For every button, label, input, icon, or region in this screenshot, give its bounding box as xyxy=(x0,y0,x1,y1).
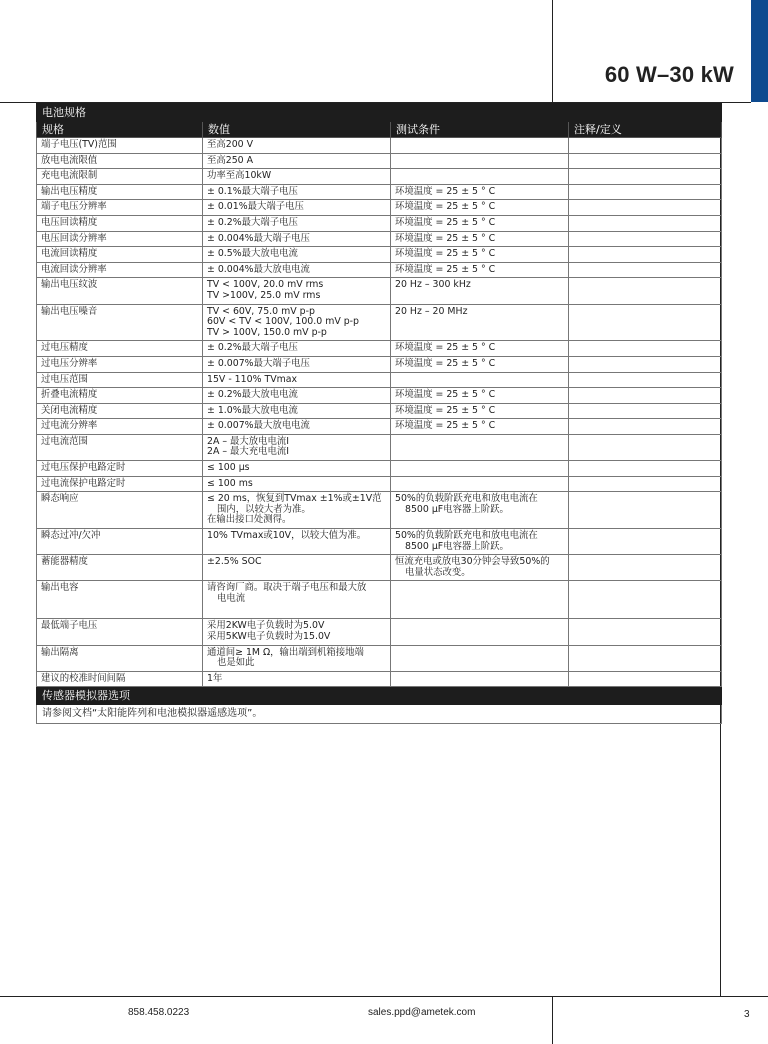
spec-name-cell: 输出电压纹波 xyxy=(37,278,203,304)
spec-notes-cell xyxy=(569,372,722,388)
spec-value-cell xyxy=(203,555,391,581)
spec-notes-cell xyxy=(569,356,722,372)
spec-row xyxy=(37,247,722,263)
cell-line: 环境温度 = 25 ± 5 ° C xyxy=(395,263,496,275)
spec-value-cell xyxy=(203,153,391,169)
spec-value-cell xyxy=(203,169,391,185)
spec-name-cell: 端子电压分辨率 xyxy=(37,200,203,216)
column-header-spec: 规格 xyxy=(37,122,203,138)
cell-line: 围内，以较大者为准。 xyxy=(217,503,311,515)
spec-condition-cell xyxy=(391,388,569,404)
cell-line: TV >100V, 25.0 mV rms xyxy=(207,289,321,301)
spec-value-cell xyxy=(203,138,391,154)
spec-notes-cell xyxy=(569,619,722,645)
cell-line: 环境温度 = 25 ± 5 ° C xyxy=(395,420,496,432)
spec-name-cell: 最低端子电压 xyxy=(37,619,203,645)
spec-row xyxy=(37,372,722,388)
cell-line: 环境温度 = 25 ± 5 ° C xyxy=(395,185,496,197)
cell-line: 2A – 最大放电电流I xyxy=(207,435,290,447)
column-header-condition: 测试条件 xyxy=(391,122,569,138)
cell-line: ≤ 100 µs xyxy=(207,462,250,474)
spec-condition-cell xyxy=(391,529,569,555)
spec-row xyxy=(37,153,722,169)
cell-line: ≤ 20 ms，恢复到TVmax ±1%或±1V范 xyxy=(207,493,382,505)
spec-value-cell xyxy=(203,434,391,460)
spec-value-cell xyxy=(203,529,391,555)
cell-line: ± 0.007%最大端子电压 xyxy=(207,357,310,369)
spec-notes-cell xyxy=(569,388,722,404)
spec-condition-cell xyxy=(391,461,569,477)
frame-footer-vline xyxy=(552,996,553,1044)
cell-line: 至高250 A xyxy=(207,154,254,166)
spec-row xyxy=(37,200,722,216)
spec-condition-cell xyxy=(391,184,569,200)
spec-name-cell: 蓄能器精度 xyxy=(37,555,203,581)
spec-value-cell xyxy=(203,388,391,404)
column-header-row xyxy=(37,122,722,138)
cell-line: 50%的负载阶跃充电和放电电流在 xyxy=(395,493,538,505)
spec-name-cell: 过电压保护电路定时 xyxy=(37,461,203,477)
cell-line: 电电流 xyxy=(217,593,246,604)
spec-notes-cell xyxy=(569,461,722,477)
spec-row xyxy=(37,619,722,645)
spec-notes-cell xyxy=(569,278,722,304)
spec-row xyxy=(37,529,722,555)
spec-name-cell: 输出电压精度 xyxy=(37,184,203,200)
cell-line: 通道间≥ 1M Ω，输出端到机箱接地端 xyxy=(207,646,364,658)
spec-name-cell: 折叠电流精度 xyxy=(37,388,203,404)
spec-notes-cell xyxy=(569,200,722,216)
spec-value-cell xyxy=(203,619,391,645)
spec-value-cell xyxy=(203,262,391,278)
battery-section-header xyxy=(37,104,722,122)
spec-notes-cell xyxy=(569,262,722,278)
cell-line: TV > 100V, 150.0 mV p-p xyxy=(207,326,327,338)
spec-value-cell xyxy=(203,341,391,357)
spec-condition-cell xyxy=(391,476,569,492)
spec-condition-cell xyxy=(391,304,569,341)
spec-row xyxy=(37,278,722,304)
spec-value-cell xyxy=(203,645,391,671)
spec-notes-cell xyxy=(569,184,722,200)
cell-line: 环境温度 = 25 ± 5 ° C xyxy=(395,232,496,244)
spec-name-cell: 端子电压(TV)范围 xyxy=(37,138,203,154)
brand-accent-bar xyxy=(751,0,768,102)
spec-row xyxy=(37,215,722,231)
spec-row xyxy=(37,461,722,477)
spec-value-cell xyxy=(203,581,391,619)
spec-row xyxy=(37,138,722,154)
footer-phone: 858.458.0223 xyxy=(128,1007,190,1018)
spec-condition-cell xyxy=(391,200,569,216)
spec-notes-cell xyxy=(569,403,722,419)
cell-line: ± 0.1%最大端子电压 xyxy=(207,185,298,197)
spec-value-cell xyxy=(203,403,391,419)
spec-name-cell: 电压回读分辨率 xyxy=(37,231,203,247)
cell-line: 50%的负载阶跃充电和放电电流在 xyxy=(395,530,538,542)
cell-line: 采用2KW电子负载时为5.0V xyxy=(207,620,325,632)
cell-line: ± 1.0%最大放电电流 xyxy=(207,404,298,416)
spec-value-cell xyxy=(203,200,391,216)
cell-line: 环境温度 = 25 ± 5 ° C xyxy=(395,342,496,354)
spec-row xyxy=(37,356,722,372)
cell-line: ± 0.5%最大放电电流 xyxy=(207,248,298,260)
spec-condition-cell xyxy=(391,372,569,388)
spec-value-cell xyxy=(203,184,391,200)
spec-row xyxy=(37,645,722,671)
cell-line: 60V < TV < 100V, 100.0 mV p-p xyxy=(207,316,360,328)
spec-row xyxy=(37,671,722,687)
cell-line: 10% TVmax或10V，以较大值为准。 xyxy=(207,530,367,542)
battery-section-title: 电池规格 xyxy=(37,104,722,122)
cell-line: 采用5KW电子负载时为15.0V xyxy=(207,631,331,642)
spec-condition-cell xyxy=(391,231,569,247)
spec-name-cell: 输出电压噪音 xyxy=(37,304,203,341)
spec-notes-cell xyxy=(569,529,722,555)
sensor-note-row xyxy=(37,705,722,724)
spec-condition-cell xyxy=(391,434,569,460)
frame-top-vline xyxy=(552,0,553,102)
cell-line: ± 0.007%最大放电电流 xyxy=(207,420,310,432)
spec-row xyxy=(37,403,722,419)
spec-condition-cell xyxy=(391,169,569,185)
cell-line: 请咨询厂商。取决于端子电压和最大放 xyxy=(207,582,367,594)
spec-value-cell xyxy=(203,304,391,341)
spec-value-cell xyxy=(203,231,391,247)
cell-line: TV < 100V, 20.0 mV rms xyxy=(207,279,324,291)
spec-name-cell: 输出隔离 xyxy=(37,645,203,671)
spec-value-cell xyxy=(203,476,391,492)
spec-value-cell xyxy=(203,419,391,435)
spec-condition-cell xyxy=(391,671,569,687)
cell-line: 至高200 V xyxy=(207,139,254,150)
cell-line: ± 0.004%最大放电电流 xyxy=(207,263,310,275)
spec-condition-cell xyxy=(391,341,569,357)
cell-line: 环境温度 = 25 ± 5 ° C xyxy=(395,201,496,213)
spec-condition-cell xyxy=(391,278,569,304)
spec-table-body xyxy=(37,104,722,687)
spec-name-cell: 关闭电流精度 xyxy=(37,403,203,419)
spec-name-cell: 充电电流限制 xyxy=(37,169,203,185)
spec-value-cell xyxy=(203,356,391,372)
cell-line: 1年 xyxy=(207,672,223,684)
spec-notes-cell xyxy=(569,169,722,185)
cell-line: ≤ 100 ms xyxy=(207,477,253,489)
spec-name-cell: 瞬态响应 xyxy=(37,492,203,529)
spec-row xyxy=(37,555,722,581)
cell-line: ± 0.2%最大端子电压 xyxy=(207,342,298,354)
spec-notes-cell xyxy=(569,492,722,529)
spec-value-cell xyxy=(203,372,391,388)
cell-line: TV < 60V, 75.0 mV p-p xyxy=(207,305,315,317)
spec-value-cell xyxy=(203,215,391,231)
spec-notes-cell xyxy=(569,341,722,357)
spec-condition-cell xyxy=(391,215,569,231)
spec-name-cell: 过电压范围 xyxy=(37,372,203,388)
spec-value-cell xyxy=(203,461,391,477)
spec-condition-cell xyxy=(391,356,569,372)
cell-line: 环境温度 = 25 ± 5 ° C xyxy=(395,389,496,401)
column-header-notes: 注释/定义 xyxy=(569,122,722,138)
cell-line: 环境温度 = 25 ± 5 ° C xyxy=(395,216,496,228)
spec-value-cell xyxy=(203,247,391,263)
spec-notes-cell xyxy=(569,671,722,687)
spec-name-cell: 建议的校准时间间隔 xyxy=(37,671,203,687)
spec-row xyxy=(37,419,722,435)
cell-line: ± 0.01%最大端子电压 xyxy=(207,201,304,213)
cell-line: ± 0.2%最大端子电压 xyxy=(207,216,298,228)
spec-notes-cell xyxy=(569,153,722,169)
spec-notes-cell xyxy=(569,215,722,231)
spec-row xyxy=(37,581,722,619)
spec-row xyxy=(37,184,722,200)
column-header-value: 数值 xyxy=(203,122,391,138)
cell-line: 在输出接口处测得。 xyxy=(207,514,292,526)
spec-condition-cell xyxy=(391,619,569,645)
spec-value-cell xyxy=(203,492,391,529)
cell-line: ± 0.2%最大放电电流 xyxy=(207,389,298,401)
spec-value-cell xyxy=(203,671,391,687)
spec-name-cell: 电流回读精度 xyxy=(37,247,203,263)
cell-line: 20 Hz – 20 MHz xyxy=(395,305,468,317)
spec-row xyxy=(37,262,722,278)
spec-notes-cell xyxy=(569,434,722,460)
sensor-section-header xyxy=(37,687,722,705)
spec-condition-cell xyxy=(391,138,569,154)
spec-row xyxy=(37,231,722,247)
spec-value-cell xyxy=(203,278,391,304)
spec-condition-cell xyxy=(391,555,569,581)
spec-condition-cell xyxy=(391,247,569,263)
spec-name-cell: 过电压分辨率 xyxy=(37,356,203,372)
battery-spec-table xyxy=(36,103,722,724)
cell-line: 20 Hz – 300 kHz xyxy=(395,279,471,291)
page-number: 3 xyxy=(744,1009,750,1020)
sensor-note: 请参阅文档“太阳能阵列和电池模拟器遥感选项”。 xyxy=(37,705,722,724)
spec-row xyxy=(37,476,722,492)
cell-line: 也是如此 xyxy=(217,657,255,669)
spec-name-cell: 电流回读分辨率 xyxy=(37,262,203,278)
cell-line: 8500 µF电容器上阶跃。 xyxy=(405,540,509,552)
spec-condition-cell xyxy=(391,492,569,529)
spec-name-cell: 放电电流限值 xyxy=(37,153,203,169)
spec-name-cell: 瞬态过冲/欠冲 xyxy=(37,529,203,555)
spec-condition-cell xyxy=(391,419,569,435)
spec-row xyxy=(37,434,722,460)
spec-condition-cell xyxy=(391,581,569,619)
product-title: 60 W–30 kW xyxy=(604,62,734,87)
spec-notes-cell xyxy=(569,476,722,492)
spec-name-cell: 过电流保护电路定时 xyxy=(37,476,203,492)
footer-email[interactable]: sales.ppd@ametek.com xyxy=(368,1007,476,1018)
spec-row xyxy=(37,388,722,404)
spec-condition-cell xyxy=(391,153,569,169)
sensor-section xyxy=(37,687,722,724)
cell-line: 环境温度 = 25 ± 5 ° C xyxy=(395,248,496,260)
spec-row xyxy=(37,304,722,341)
frame-footer-rule xyxy=(0,996,768,997)
spec-name-cell: 过电压精度 xyxy=(37,341,203,357)
cell-line: ± 0.004%最大端子电压 xyxy=(207,232,310,244)
spec-name-cell: 过电流分辨率 xyxy=(37,419,203,435)
cell-line: ±2.5% SOC xyxy=(207,556,262,568)
spec-condition-cell xyxy=(391,645,569,671)
spec-notes-cell xyxy=(569,304,722,341)
cell-line: 环境温度 = 25 ± 5 ° C xyxy=(395,357,496,369)
spec-notes-cell xyxy=(569,247,722,263)
spec-condition-cell xyxy=(391,262,569,278)
spec-notes-cell xyxy=(569,645,722,671)
spec-row xyxy=(37,169,722,185)
cell-line: 15V - 110% TVmax xyxy=(207,373,298,385)
cell-line: 8500 µF电容器上阶跃。 xyxy=(405,503,509,515)
spec-notes-cell xyxy=(569,419,722,435)
spec-row xyxy=(37,492,722,529)
sensor-section-title: 传感器模拟器选项 xyxy=(37,687,722,705)
spec-name-cell: 过电流范围 xyxy=(37,434,203,460)
spec-notes-cell xyxy=(569,231,722,247)
spec-notes-cell xyxy=(569,138,722,154)
spec-row xyxy=(37,341,722,357)
cell-line: 电量状态改变。 xyxy=(405,566,471,578)
cell-line: 2A – 最大充电电流I xyxy=(207,446,290,458)
spec-condition-cell xyxy=(391,403,569,419)
spec-notes-cell xyxy=(569,581,722,619)
cell-line: 环境温度 = 25 ± 5 ° C xyxy=(395,404,496,416)
spec-name-cell: 输出电容 xyxy=(37,581,203,619)
spec-name-cell: 电压回读精度 xyxy=(37,215,203,231)
cell-line: 功率至高10kW xyxy=(207,170,272,182)
spec-notes-cell xyxy=(569,555,722,581)
cell-line: 恒流充电或放电30分钟会导致50%的 xyxy=(395,556,550,568)
